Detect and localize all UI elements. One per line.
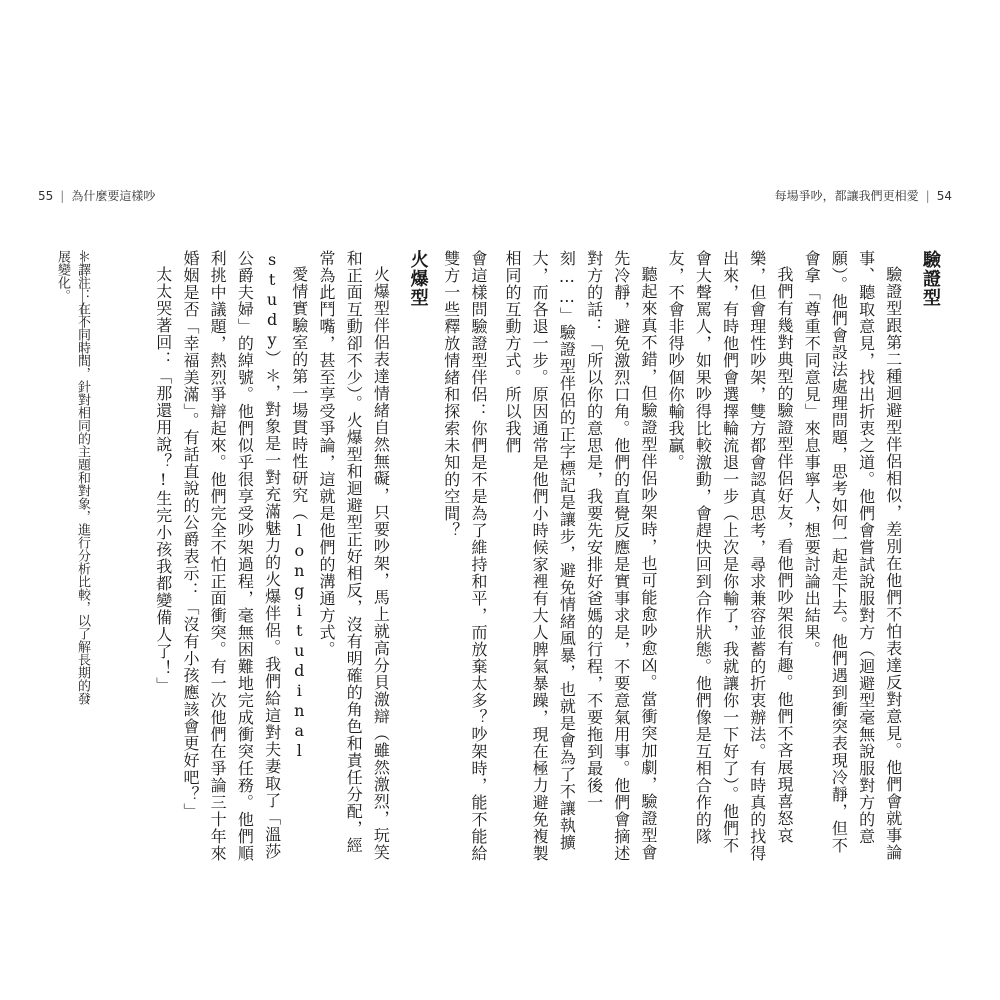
paragraph: 聽起來真不錯，但驗證型伴侶吵架時，也可能愈吵愈凶。當衝突加劇，驗證型會先冷靜，避免激烈口角。他們的直覺反應是實事求是，不要意氣用事。他們會摘述對方的話：「所以你的意思是，我要先安排好爸媽的行程，不要拖到最後一刻……」驗證型伴侶的正字標記是讓步，避免情緒風暴，也就是會為了不讓執擴大，而各退一步。原因通常是他們小時候家裡有大人脾氣暴躁，現在極力避免複製相同的互動方式。所以我們 — [502, 250, 658, 862]
left-running-title: 為什麼要這樣吵 — [71, 189, 156, 203]
paragraph: 我們有幾對典型的驗證型伴侶好友，看他們吵架很有趣。他們不吝展現喜怒哀樂，但會理性吵架，雙方都會認真思考，尋求兼容並蓄的折衷辦法。有時真的找得出來，有時他們會選擇輪流退一步（上次是你輸了，我就讓你一下好了）。他們不會大聲罵人，如果吵得比較激動，會趕快回到合作狀態。他們像是互相合作的隊友，不會非得吵個你輸我贏。 — [666, 250, 794, 862]
header-separator: | — [925, 189, 930, 203]
left-page-body — [150, 250, 492, 870]
section-heading-validating: 驗證型 — [920, 250, 941, 307]
left-page — [52, 250, 492, 870]
right-page-header — [775, 187, 952, 204]
paragraph: 驗證型跟第二種迴避型伴侶相似，差別在他們不怕表達反對意見。他們會就事論事、聽取意見，找出折衷之道。他們會嘗試說服對方（迴避型毫無說服對方的意願）。他們會設法處理問題，思考如何一起走下去。他們遇到衝突表現冷靜，但不會拿「尊重不同意見」來息事寧人，想要討論出結果。 — [802, 250, 903, 861]
footnote: ＊譯注：在不同時間，針對相同的主題和對象，進行分析比較，以了解長期的發展變化。 — [55, 250, 90, 705]
left-page-header — [38, 187, 155, 204]
left-page-number: 55 — [38, 189, 54, 203]
paragraph: 太太哭著回：「那還用說？!生完小孩我都變備人了！」 — [153, 266, 173, 694]
right-running-title: 每場爭吵，都讓我們更相愛 — [774, 189, 919, 203]
section-heading-volatile: 火爆型 — [407, 250, 429, 307]
right-page-number: 54 — [936, 189, 952, 203]
paragraph: 火爆型伴侶表達情緒自然無礙，只要吵架，馬上就高分貝激辯（雖然激烈，玩笑和正面互動卻不少）。火爆型和迴避型正好相反，沒有明確的角色和責任分配，經常為此鬥嘴，甚至享受爭論，這就是他們的溝通方式。 — [316, 250, 391, 861]
right-page — [502, 250, 950, 870]
header-separator: | — [60, 189, 65, 203]
right-page-body — [499, 250, 950, 870]
paragraph: 愛情實驗室的第一場貫時性研究（longitudinal study）＊，對象是一對充滿魅力的火爆伴侶。我們給這對夫妻取了「溫莎公爵夫婦」的綽號。他們似乎很享受吵架過程，毫無困難地完成衝突任務。他們順利挑中議題，熱烈爭辯起來。他們完全不怕正面衝突。有一次他們在爭論三十年來婚姻是否「幸福美滿」。有話直說的公爵表示：「沒有小孩應該會更好吧？」 — [180, 250, 309, 862]
paragraph-continuation: 會這樣問驗證型伴侶：你們是不是為了維持和平，而放棄太多？吵架時，能不能給雙方一些釋放情緒和探索未知的空間？ — [441, 250, 488, 862]
